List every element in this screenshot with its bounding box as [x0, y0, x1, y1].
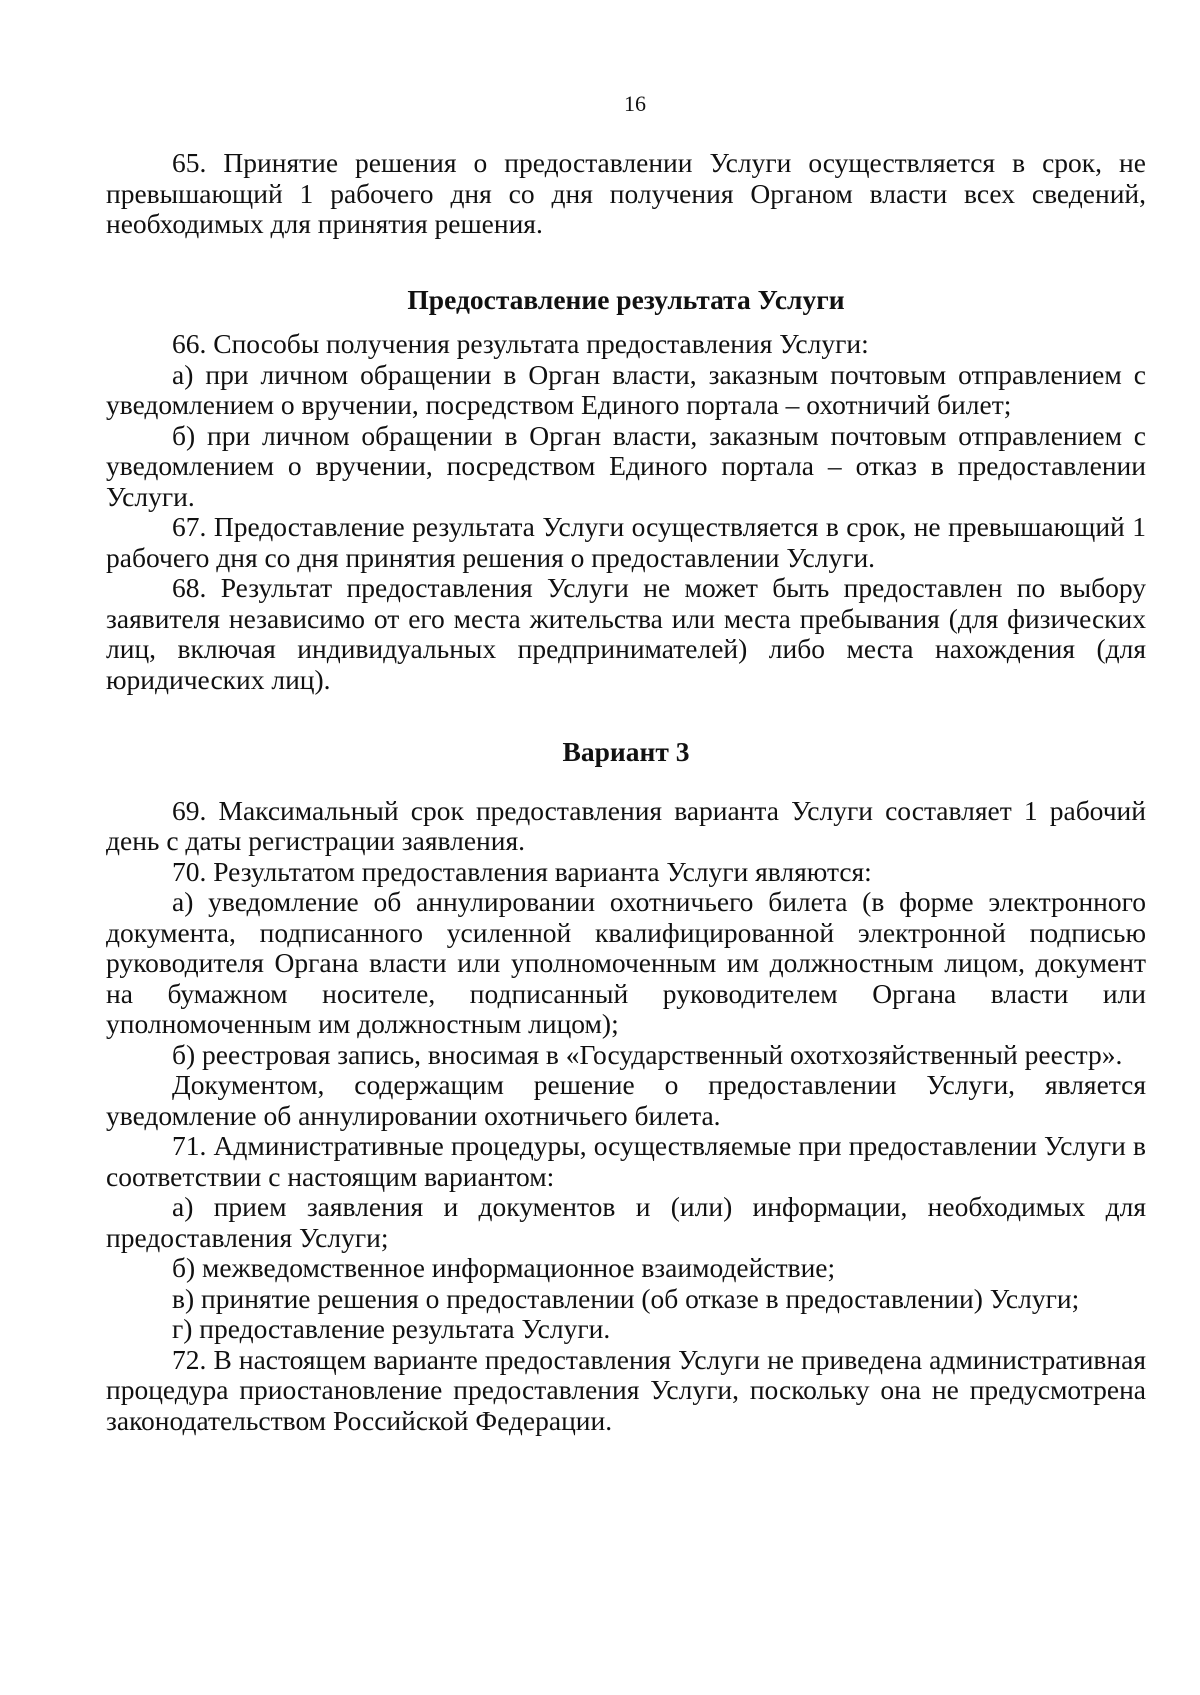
paragraph-71-g: г) предоставление результата Услуги.	[172, 1313, 611, 1344]
document-page	[106, 92, 1146, 1436]
paragraph-68: 68. Результат предоставления Услуги не может быть предоставлен по выбору заявителя независимо от его места жительства или места пребывания (для физических лиц, включая индивидуальных предпринимателей) либо места нахождения (для юридических лиц).	[106, 572, 1146, 695]
paragraph-66: 66. Способы получения результата предоставления Услуги:	[172, 328, 869, 359]
section-variant-3	[106, 737, 1146, 1436]
paragraph-66-b: б) при личном обращении в Орган власти, заказным почтовым отправлением с уведомлением о вручении, посредством Единого портала – отказ в предоставлении Услуги.	[106, 419, 1146, 512]
paragraph-70-b: б) реестровая запись, вносимая в «Государственный охотхозяйственный реестр».	[172, 1038, 1123, 1070]
section-heading-variant-3: Вариант 3	[562, 736, 690, 767]
paragraph-70-a: а) уведомление об аннулировании охотничьего билета (в форме электронного документа, подписанного усиленной квалифицированной электронной подписью руководителя Органа власти или уполномоченным им должностным лицом, документ на бумажном носителе, подписанный руководителем Органа власти или уполномоченным им должностным лицом);	[106, 886, 1146, 1039]
paragraph-71-a: а) прием заявления и документов и (или) информации, необходимых для предоставления Услуги;	[106, 1191, 1146, 1253]
section-result-provision	[106, 285, 1146, 696]
paragraph-71: 71. Административные процедуры, осуществляемые при предоставлении Услуги в соответствии с настоящим вариантом:	[106, 1130, 1146, 1192]
paragraph-72: 72. В настоящем варианте предоставления Услуги не приведена административная процедура приостановление предоставления Услуги, поскольку она не предусмотрена законодательством Российской Федерации.	[106, 1343, 1146, 1436]
paragraph-70-document: Документом, содержащим решение о предоставлении Услуги, является уведомление об аннулировании охотничьего билета.	[106, 1069, 1146, 1131]
paragraph-67: 67. Предоставление результата Услуги осуществляется в срок, не превышающий 1 рабочего дня со дня принятия решения о предоставлении Услуги.	[106, 511, 1146, 573]
section-decision	[106, 148, 1146, 240]
paragraph-70: 70. Результатом предоставления варианта Услуги являются:	[172, 855, 872, 887]
paragraph-65: 65. Принятие решения о предоставлении Услуги осуществляется в срок, не превышающий 1 рабочего дня со дня получения Органом власти всех сведений, необходимых для принятия решения.	[106, 147, 1146, 239]
page-number: 16	[624, 91, 646, 116]
paragraph-71-b: б) межведомственное информационное взаимодействие;	[172, 1252, 836, 1283]
section-heading-result-provision: Предоставление результата Услуги	[407, 283, 845, 315]
paragraph-69: 69. Максимальный срок предоставления варианта Услуги составляет 1 рабочий день с даты регистрации заявления.	[106, 794, 1146, 856]
paragraph-71-v: в) принятие решения о предоставлении (об отказе в предоставлении) Услуги;	[172, 1282, 1080, 1314]
paragraph-66-a: а) при личном обращении в Орган власти, заказным почтовым отправлением с уведомлением о вручении, посредством Единого портала – охотничий билет;	[106, 358, 1146, 420]
